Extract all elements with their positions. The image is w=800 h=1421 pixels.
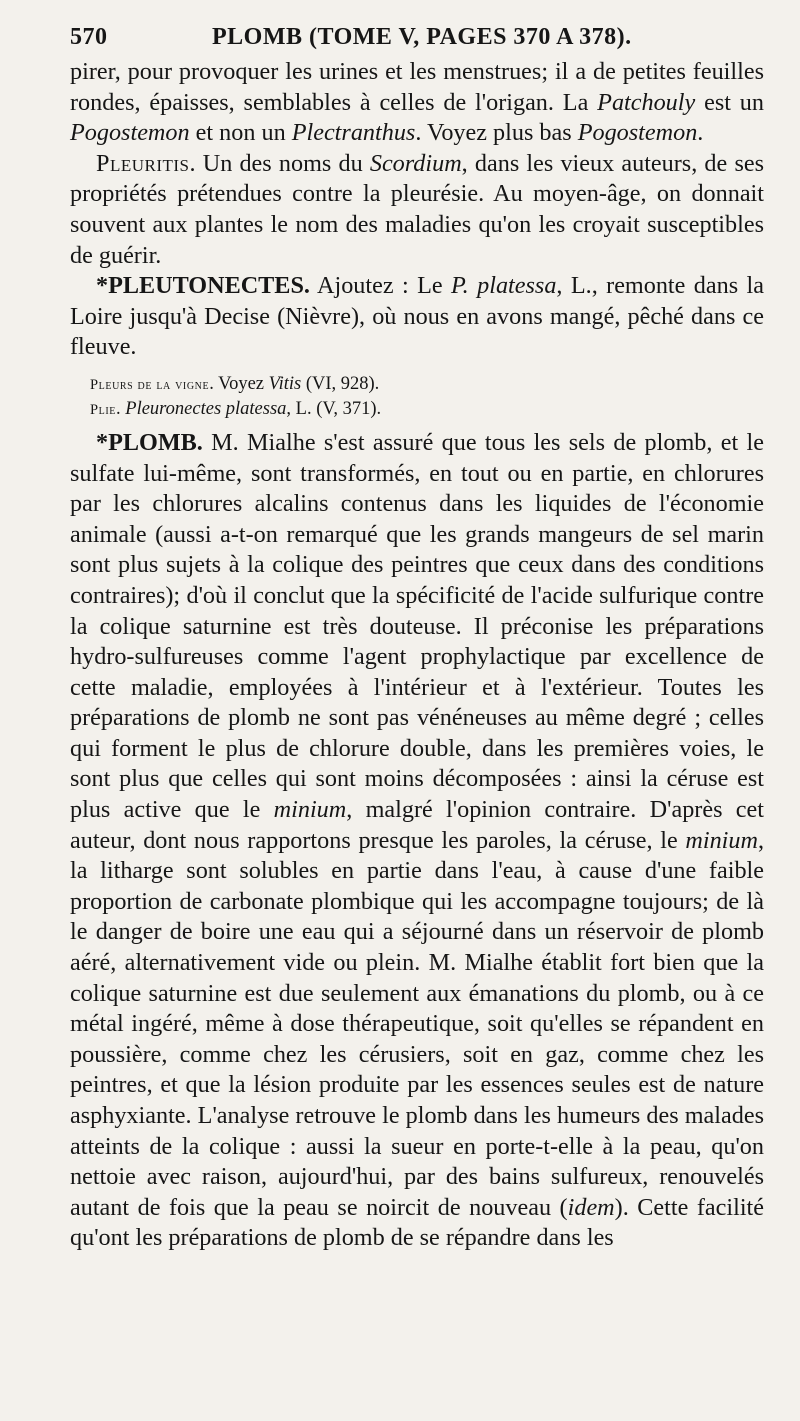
text-run: et non un [189,119,292,147]
italic-term: Vitis [268,373,302,394]
entry-headword: Pleuritis [96,149,190,177]
text-run: , L., remonte dans la Loire jusqu'à Decise (Nièvre), où nous en avons mangé, pêché dans ce fleuve. [70,272,764,361]
entry-headword: *PLOMB. [96,428,203,456]
text-run: . Voyez [209,373,269,394]
text-run: . [697,119,704,147]
text-run: , dans les vieux auteurs, de ses propriétés prétendues contre la pleurésie. Au moyen-âge, on donnait souvent aux plantes le nom des maladies qu'on les croyait susceptibles de guérir. [70,149,765,269]
text-run: M. Mialhe s'est assuré que tous les sels de plomb, et le sulfate lui-même, sont transformés, en tout ou en partie, en chlorures par les chlorures alcalins contenus dans les liquides de l'économie animale (aussi a-t-on remarqué que les grands mangeurs de sel marin sont plus sujets à la colique des peintres que ceux dans des conditions contraires); d'où il conclut que la spécificité de l'acide sulfurique contre la colique saturnine est très douteuse. Il préconise les préparations hydro-sulfureuses comme l'agent prophylactique par excellence de cette maladie, employées à l'intérieur et à l'extérieur. Toutes les préparations de plomb ne sont pas vénéneuses au même degré ; celles qui forment le plus de chlorure double, dans les premières voies, le sont plus que celles qui sont moins décomposées : ainsi la céruse est plus active que le [70,428,764,824]
text-run: , L. (V, 371). [286,398,382,419]
entry-headword: *PLEUTONECTES. [96,272,310,300]
entry-headword: Plie [90,401,117,418]
page-number: 570 [70,24,108,50]
italic-term: Pleuronectes platessa [125,398,287,419]
text-run: , la litharge sont solubles en partie dans l'eau, à cause d'une faible proportion de carbonate plombique qui les accompagne toujours; de là le danger de boire une eau qui a séjourné dans un réservoir de plomb aéré, alternativement vide ou plein. M. Mialhe établit fort bien que la colique saturnine est due seulement aux émanations du plomb, ou à ce métal ingéré, même à dose thérapeutique, soit qu'elles se répandent en poussière, comme chez les cérusiers, soit en gaz, comme chez les peintres, et que la lésion produite par les essences seules est de nature asphyxiante. L'analyse retrouve le plomb dans les humeurs des malades atteints de la colique : aussi la sueur en porte-t-elle à la peau, qu'on nettoie avec raison, aujourd'hui, par des bains sulfureux, renouvelés autant de fois que la peau se noircit de nouveau ( [70,826,764,1221]
italic-term: Pogostemon [70,119,190,147]
entry-headword: Pleurs de la vigne [90,376,210,393]
italic-term: P. platessa [451,272,557,300]
text-run: , malgré l'opinion contraire. D'après cet auteur, dont nous rapportons presque les paroles, la céruse, le [70,796,764,854]
text-run: . Voyez plus bas [415,119,578,147]
text-run: . [116,398,126,419]
cross-reference-entry [90,372,764,397]
italic-term: Plectranthus [291,119,416,147]
text-run: (VI, 928). [301,373,380,394]
running-title: PLOMB (TOME V, PAGES 370 A 378). [212,24,632,50]
dictionary-entry [70,271,764,363]
italic-term: Patchouly [597,88,696,116]
dictionary-entry [70,149,764,271]
cross-reference-entry [90,397,764,422]
text-run: est un [695,88,764,116]
paragraph-continuation [70,57,764,149]
text-run: ). Cette facilité qu'ont les préparations de plomb de se répandre dans les [70,1193,764,1252]
italic-term: idem [567,1193,615,1221]
italic-term: minium [685,826,758,854]
text-run: pirer, pour provoquer les urines et les menstrues; il a de petites feuilles rondes, épaisses, semblables à celles de l'origan. La [70,58,764,116]
dictionary-entry [70,428,764,1254]
text-run: Ajoutez : Le [309,272,452,300]
text-run: . Un des noms du [189,149,370,177]
italic-term: Scordium [369,149,462,177]
italic-term: Pogostemon [577,119,698,147]
body-text [70,57,764,1254]
italic-term: minium [273,796,347,824]
running-header [70,24,764,51]
